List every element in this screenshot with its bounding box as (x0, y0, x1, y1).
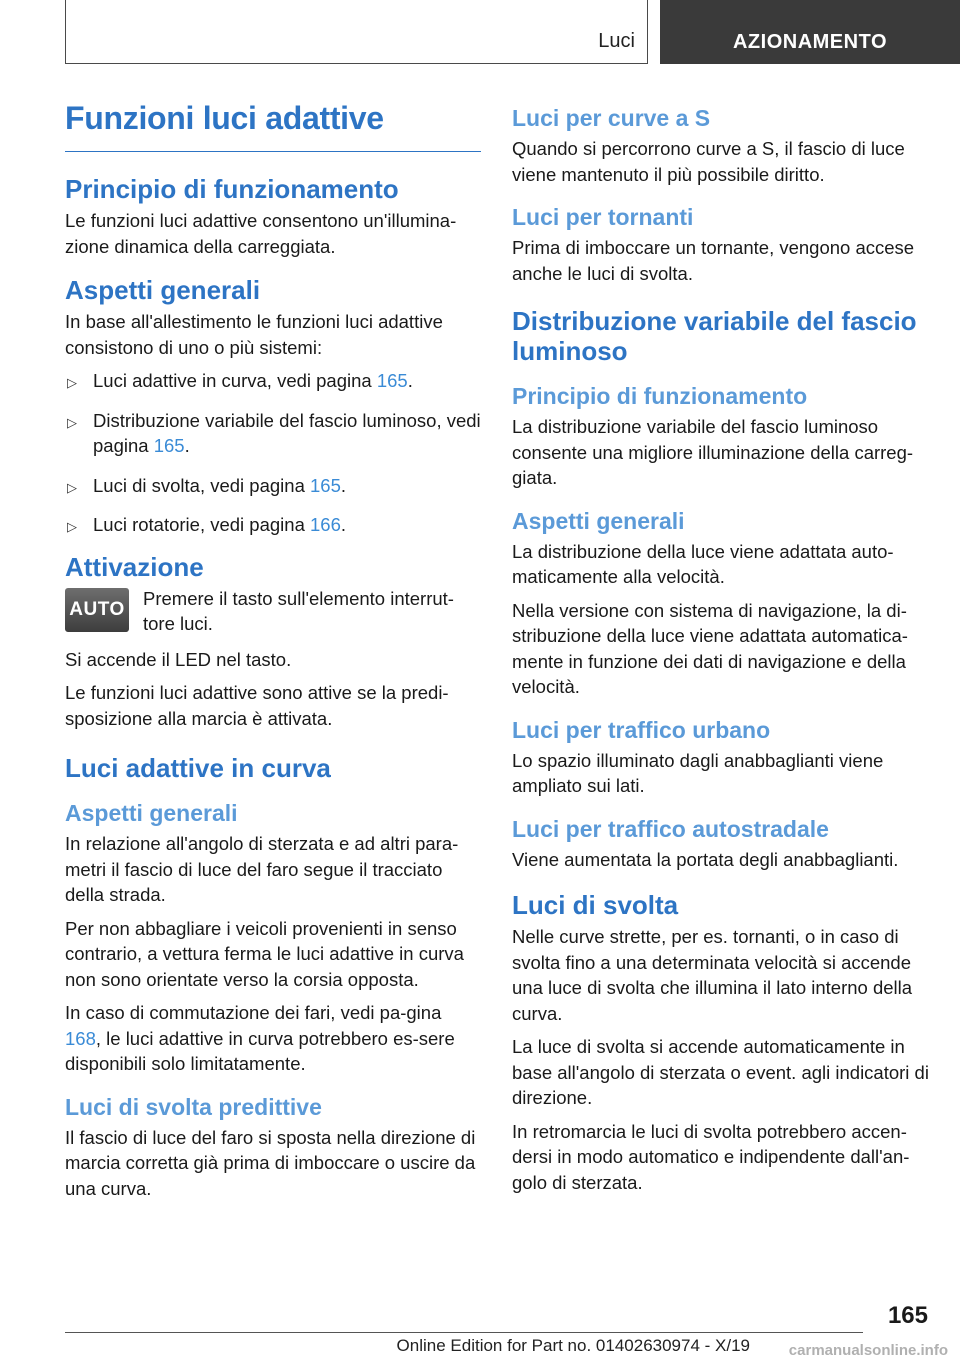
list-item: ▷ Luci rotatorie, vedi pagina 166. (65, 512, 481, 538)
auto-button-instruction (65, 586, 481, 637)
paragraph-principio: Le funzioni luci adattive consentono un'illumina-zione dinamica della carreggiata. (65, 210, 457, 257)
paragraph-curva-1: In relazione all'angolo di sterzata e ad altri para-metri il fascio di luce del faro segue il tracciato della strada. (65, 833, 459, 905)
left-column (65, 100, 481, 1209)
heading-svolta: Luci di svolta (512, 890, 679, 920)
watermark: carmanualsonline.info (788, 1342, 948, 1359)
header-chapter-tab: AZIONAMENTO (660, 0, 960, 64)
page-link[interactable]: 166 (310, 514, 341, 535)
footer-edition: Online Edition for Part no. 01402630974 - X/19 (396, 1336, 750, 1355)
heading-predittive: Luci di svolta predittive (65, 1093, 322, 1120)
triangle-bullet-icon: ▷ (67, 479, 77, 495)
paragraph-urbano: Lo spazio illuminato dagli anabbaglianti viene ampliato sui lati. (512, 749, 884, 796)
triangle-bullet-icon: ▷ (67, 375, 77, 390)
heading-autostradale: Luci per traffico autostradale (512, 815, 829, 842)
paragraph-curve-s: Quando si percorrono curve a S, il fascio di luce viene mantenuto il più possibile diritto. (512, 138, 905, 185)
list-item: ▷ Luci adattive in curva, vedi pagina 165. (65, 368, 481, 394)
page-title: Funzioni luci adattive (65, 100, 481, 152)
list-item: ▷ Luci di svolta, vedi pagina 165. (65, 473, 481, 499)
paragraph-aspetti-2: Nella versione con sistema di navigazione, la di-stribuzione della luce viene adattata automatica-mente in funzione dei dati di navigazione e della velocità. (512, 599, 908, 697)
paragraph-svolta-1: Nelle curve strette, per es. tornanti, o in caso di svolta fino a una determinata velocità si accende una luce di svolta che illumina il lato interno della curva. (512, 926, 913, 1024)
heading-distribuzione: Distribuzione variabile del fascio luminoso (512, 306, 917, 366)
paragraph-aspetti-1: La distribuzione della luce viene adattata auto-maticamente alla velocità. (512, 540, 894, 587)
list-item: ▷ Distribuzione variabile del fascio luminoso, vedi pagina 165. (67, 409, 481, 456)
heading-aspetti-generali: Aspetti generali (65, 275, 261, 305)
page-number: 165 (887, 1302, 928, 1329)
paragraph-autostradale: Viene aumentata la portata degli anabbaglianti. (512, 848, 899, 870)
systems-list (65, 368, 481, 538)
heading-principio-distrib: Principio di funzionamento (512, 383, 808, 409)
paragraph-led: Si accende il LED nel tasto. (65, 648, 292, 670)
heading-attivazione: Attivazione (65, 551, 204, 582)
paragraph-curva-2: Per non abbagliare i veicoli provenienti in senso contrario, a vettura ferma le luci adattive in curva non sono orientate verso la corsia opposta. (65, 917, 464, 990)
page-link[interactable]: 165 (310, 474, 341, 496)
page-link[interactable]: 168 (65, 1027, 96, 1049)
page-link[interactable]: 165 (153, 435, 185, 456)
heading-urbano: Luci per traffico urbano (512, 716, 771, 743)
footer-divider (65, 1332, 863, 1333)
paragraph-auto: Premere il tasto sull'elemento interrut-tore luci. (143, 587, 454, 634)
paragraph-aspetti: In base all'allestimento le funzioni luci adattive consistono di uno o più sistemi: (65, 311, 443, 358)
header-frame (65, 0, 648, 64)
heading-curva-aspetti: Aspetti generali (65, 800, 238, 826)
paragraph-tornanti: Prima di imboccare un tornante, vengono accese anche le luci di svolta. (512, 237, 915, 284)
paragraph-predittive: Il fascio di luce del faro si sposta nella direzione di marcia corretta già prima di imboccare o uscire da una curva. (65, 1126, 476, 1199)
paragraph-svolta-2: La luce di svolta si accende automaticamente in base all'angolo di sterzata o event. agli indicatori di direzione. (512, 1036, 929, 1108)
auto-button-icon: AUTO (65, 588, 129, 632)
header-section-title: Luci (598, 30, 635, 52)
right-column (512, 100, 932, 1203)
heading-curve-s: Luci per curve a S (512, 105, 711, 131)
heading-luci-curva: Luci adattive in curva (65, 753, 331, 783)
paragraph-svolta-3: In retromarcia le luci di svolta potrebbero accen-dersi in modo automatico e indipendente dall'an-golo di sterzata. (512, 1120, 910, 1193)
heading-tornanti: Luci per tornanti (512, 204, 694, 230)
paragraph-attive: Le funzioni luci adattive sono attive se la predi-sposizione alla marcia è attivata. (65, 682, 449, 729)
page-link[interactable]: 165 (376, 370, 408, 391)
paragraph-principio-distrib: La distribuzione variabile del fascio luminoso consente una migliore illuminazione della carreg-giata. (512, 416, 914, 488)
heading-aspetti-distrib: Aspetti generali (512, 507, 685, 534)
triangle-bullet-icon: ▷ (67, 519, 77, 534)
triangle-bullet-icon: ▷ (67, 414, 77, 430)
heading-principio: Principio di funzionamento (65, 174, 399, 204)
paragraph-curva-3: In caso di commutazione dei fari, vedi pa-gina 168, le luci adattive in curva potrebbero es-sere disponibili solo limitatamente. (65, 1002, 455, 1074)
